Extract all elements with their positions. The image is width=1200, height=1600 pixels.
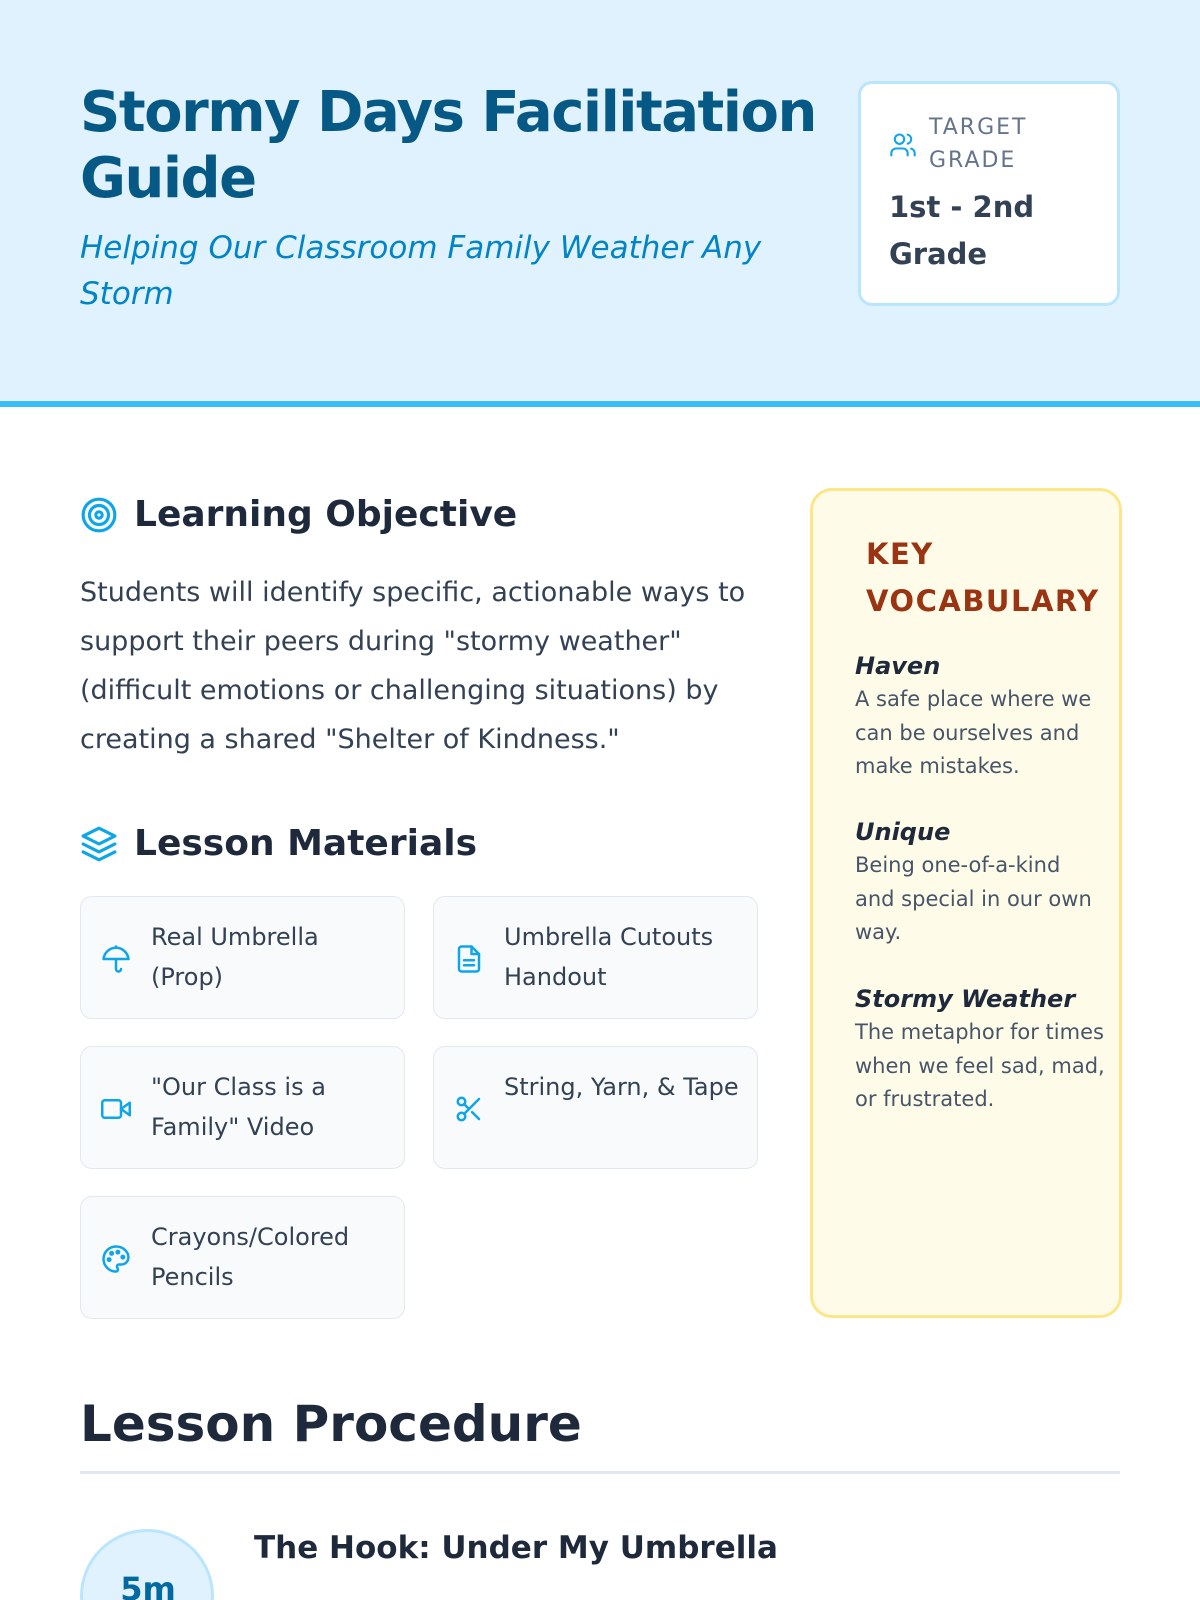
material-label: Real Umbrella (Prop) [151,923,319,991]
users-icon [889,131,917,159]
page-subtitle: Helping Our Classroom Family Weather Any Storm [80,230,762,312]
vocab-term-name: Haven [855,652,941,680]
document-icon [454,944,484,974]
material-card-string [433,1046,758,1169]
step-title: The Hook: Under My Umbrella [254,1530,778,1566]
vocab-term [855,982,1105,1117]
material-card-handout [433,896,758,1019]
material-card-video [80,1046,405,1169]
step-duration-badge [80,1529,214,1600]
lesson-materials-title: Lesson Materials [134,823,478,864]
scissors-icon [454,1094,484,1124]
section-divider [80,1471,1120,1474]
key-vocabulary-title: KEY VOCABULARY [866,537,1100,618]
vocab-term-definition: Being one-of-a-kind and special in our own way. [855,853,1092,944]
vocab-term [855,815,1105,950]
umbrella-icon [101,944,131,974]
page-title: Stormy Days Facilitation Guide [80,80,816,211]
material-card-umbrella [80,896,405,1019]
material-label: Crayons/Colored Pencils [151,1223,350,1291]
vocab-term-definition: The metaphor for times when we feel sad, mad, or frustrated. [855,1020,1105,1111]
material-card-crayons [80,1196,405,1319]
page-header [0,0,1200,407]
material-label: "Our Class is a Family" Video [151,1073,326,1141]
learning-objective-title: Learning Objective [134,494,518,535]
vocab-term-name: Stormy Weather [855,985,1076,1013]
vocab-term-name: Unique [855,818,951,846]
palette-icon [101,1244,131,1274]
layers-icon [80,825,118,863]
vocab-term-definition: A safe place where we can be ourselves and make mistakes. [855,687,1092,778]
target-icon [80,496,118,534]
target-grade-card [858,81,1120,306]
material-label: Umbrella Cutouts Handout [504,923,714,991]
step-duration: 5m [120,1570,176,1600]
key-vocabulary-panel [810,488,1122,1318]
lesson-materials-heading [80,823,477,864]
target-grade-label: TARGET GRADE [929,115,1028,173]
target-grade-value: 1st - 2nd Grade [889,190,1035,271]
vocab-term [855,649,1105,784]
material-label: String, Yarn, & Tape [504,1073,739,1101]
learning-objective-heading [80,494,517,535]
lesson-procedure-title: Lesson Procedure [80,1395,582,1453]
video-icon [101,1094,131,1124]
learning-objective-text: Students will identify specific, actionable ways to support their peers during "stormy weather" (difficult emotions or challenging situations) by creating a shared "Shelter of Kindness." [80,577,746,755]
